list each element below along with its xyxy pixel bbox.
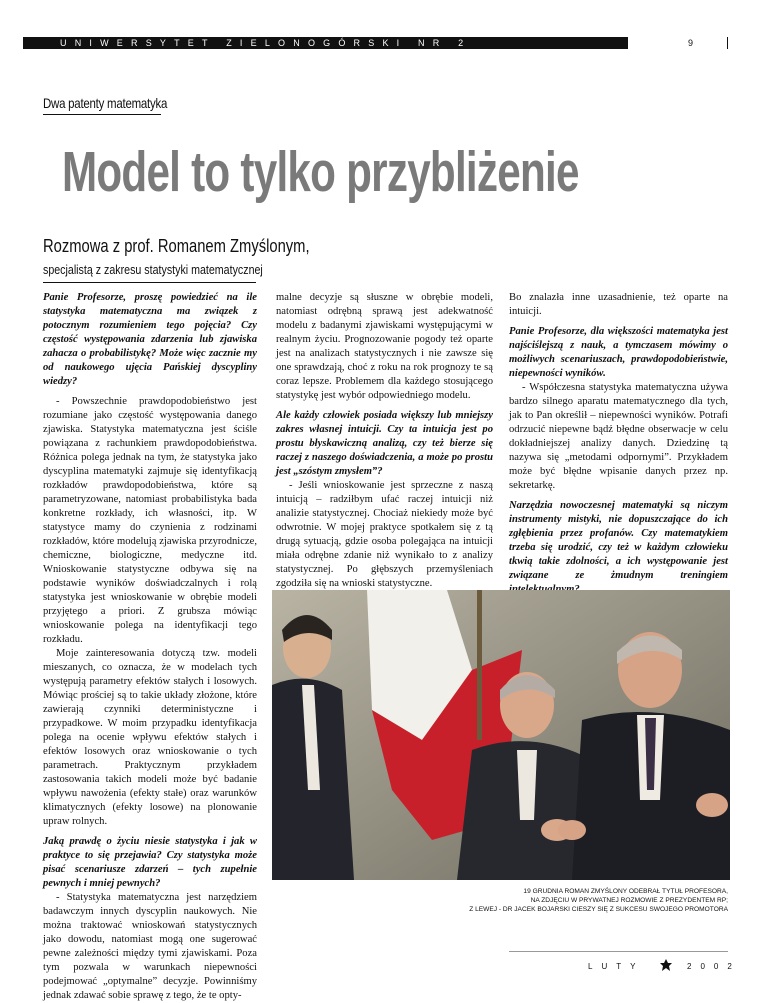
question-paragraph: Panie Profesorze, dla większości matematyka jest najściślejszą z nauk, a tymczasem mówimy o możliwych scenariuszach, prawdopodobieństwie, niepewności wyników. <box>509 326 728 379</box>
section-rubric: Dwa patenty matematyka <box>43 95 168 111</box>
deck-underline <box>43 282 256 283</box>
article-column-1 <box>43 291 257 1003</box>
page-number: 9 <box>688 38 694 48</box>
answer-paragraph: Moje zainteresowania dotyczą tzw. modeli mieszanych, co oznacza, że w modelach tych występują parametry efektów stałych i losowych. Mówiąc prościej są to takie układy złożone, które zawierają czynniki deterministyczne i przypadkowe. W moim przypadku identyfikacja polega na ocenie wpływu efektów stałych i efektów losowych oraz wnioskowanie o tych parametrach. Praktycznym przykładem zastosowania takich modeli może być badanie wpływu nawożenia (efekty stałe) oraz warunków klimatycznych (efekty losowe) na plonowanie upraw rolnych. <box>43 648 257 827</box>
question-paragraph: Jaką prawdę o życiu niesie statystyka i jak w praktyce to się przejawia? Czy statystyka może pisać scenariusze zdarzeń – tych zupełnie pewnych i mniej pewnych? <box>43 836 257 889</box>
answer-paragraph: - Statystyka matematyczna jest narzędziem badawczym innych dyscyplin naukowych. Nie można traktować wnioskowań statystycznych jako dowodu, natomiast mogą one sugerować pewne zależności między tymi zjawiskami. Poza tym pozwala w warunkach niepewności podejmować „optymalne” decyzje. Powinniśmy jednak zdawać sobie sprawę z tego, że te opty- <box>43 892 257 1001</box>
caption-line: Z LEWEJ - DR JACEK BOJARSKI CIESZY SIĘ Z SUKCESU SWOJEGO PROMOTORA <box>469 906 728 913</box>
article-column-2 <box>276 291 493 591</box>
deck-line-2: specjalistą z zakresu statystyki matematycznej <box>43 262 263 277</box>
photo-caption <box>272 887 728 914</box>
photo-illustration <box>272 590 730 880</box>
footer-month: LUTY <box>588 962 645 971</box>
photograph <box>272 590 730 880</box>
question-paragraph: Ale każdy człowiek posiada większy lub mniejszy zakres własnej intuicji. Czy ta intuicja jest po prostu błyskawiczną analizą, czy też bierze się raczej z naszego doświadczenia, a może po prostu jest „szóstym zmysłem”? <box>276 410 493 477</box>
caption-line: NA ZDJĘCIU W PRYWATNEJ ROZMOWIE Z PREZYDENTEM RP; <box>530 897 728 904</box>
page-number-box <box>628 37 728 49</box>
headline: Model to tylko przybliżenie <box>62 140 579 204</box>
question-paragraph: Panie Profesorze, proszę powiedzieć na ile statystyka matematyczna ma związek z potocznym rozumieniem tego pojęcia? Czy częstość występowania zdarzenia lub zjawiska zahacza o probabilistykę? Może więc zacznie my od naukowego ujęcia Pańskiej dyscypliny wiedzy? <box>43 292 257 387</box>
answer-paragraph: Bo znalazła inne uzasadnienie, też oparte na intuicji. <box>509 292 728 317</box>
article-column-3 <box>509 291 728 597</box>
deck-line-1: Rozmowa z prof. Romanem Zmyślonym, <box>43 236 310 256</box>
footer-year: 2002 <box>687 962 741 971</box>
answer-paragraph: malne decyzje są słuszne w obrębie modeli, natomiast odrębną sprawą jest adekwatność modelu z badanymi zjawiskami występującymi w realnym życiu. Prognozowanie pogody też oparte jest na analizach statystycznych i nie zawsze się one sprawdzają, choć z roku na rok prognozy te są coraz lepsze. Problemem dla każdego stosującego statystykę jest wybór odpowiedniego modelu. <box>276 292 493 401</box>
university-emblem-icon <box>659 958 673 977</box>
caption-line: 19 GRUDNIA ROMAN ZMYŚLONY ODEBRAŁ TYTUŁ PROFESORA, <box>523 888 728 895</box>
answer-paragraph: - Powszechnie prawdopodobieństwo jest rozumiane jako częstość występowania danego zjawiska. Statystyka matematyczna jest ściśle powiązana z rachunkiem prawdopodobieństwa. Różnica polega jednak na tym, że statystyka jako dyscyplina matematyki zajmuje się identyfikacją rozkładów prawdopodobieństwa, które są parametryzowane, natomiast probabilistyka bada konkretne rozkłady, ich własności, itp. W statystyce mamy do czynienia z rodzinami rozkładów, które modelują zjawiska przyrodnicze, chemiczne, biologiczne, medyczne itd. Wnioskowanie statystyczne odbywa się na podstawie wyników doświadczalnych i rolą statystyka jest wnioskowanie w obrębie modeli przyjętego a priori. Z grubsza mówiąc wnioskowanie polega na identyfikacji tego rozkładu. <box>43 396 257 645</box>
answer-paragraph: - Współczesna statystyka matematyczna używa bardzo silnego aparatu matematycznego dla tych, jak to Pan określił – niepewności wyników. Potrafi odrzucić niepewne bądź błędne obserwacje w celu dokładniejszej analizy danych. Dziedzinę tą nazywa się „metodami odpornymi”. Przykładem może być błędne wpisanie danych przez np. sekretarkę. <box>509 382 728 491</box>
rubric-underline <box>43 114 161 115</box>
running-title: UNIWERSYTET ZIELONOGÓRSKI NR 2 <box>60 38 472 48</box>
question-paragraph: Narzędzia nowoczesnej matematyki są niczym instrumenty mistyki, nie dopuszczające do ich zgłębienia przez profanów. Czy matematykiem trzeba się urodzić, czy też w każdym człowieku tkwią takie zdolności, a ich występowanie jest związane ze żmudnym treningiem <box>509 500 728 581</box>
footer-rule <box>509 951 728 952</box>
answer-paragraph: - Jeśli wnioskowanie jest sprzeczne z naszą intuicją – radziłbym ufać raczej intuicji niż analizie statystycznej. Chociaż niekiedy może być odwrotnie. W mojej praktyce spotkałem się z tą drugą sytuacją, gdzie osoba polegająca na intuicji miała odrębne zdanie niż wynikało to z analizy statystycznej. Po głębszych przemyśleniach zgodziła się na wnioski statystyczne. <box>276 480 493 589</box>
